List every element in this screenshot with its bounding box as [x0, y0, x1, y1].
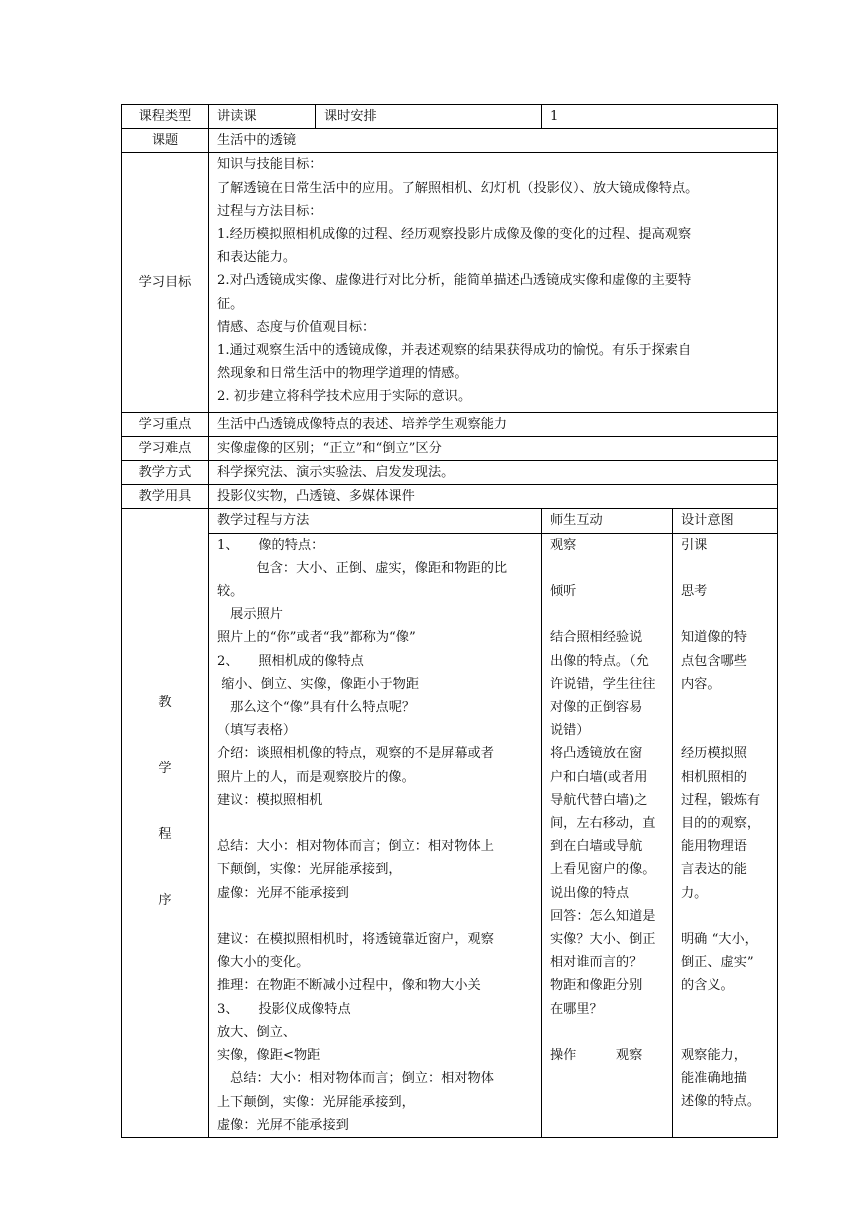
side-char: 程 [158, 827, 172, 843]
method-line: 1、 像的特点： [217, 537, 325, 553]
objectives-line: 和表达能力。 [217, 250, 297, 266]
intent-line [681, 603, 771, 626]
interaction-line: 倾听 [550, 584, 577, 600]
objectives-line: 1.通过观察生活中的透镜成像，并表述观察的结果获得成功的愉悦。有乐于探索自 [217, 343, 692, 359]
method-line: 虚像：光屏不能承接到 [217, 885, 349, 901]
objectives-line: 然现象和日常生活中的物理学道理的情感。 [217, 366, 468, 382]
objectives-line: 征。 [217, 296, 244, 312]
interaction-line: 回答：怎么知道是 [550, 908, 656, 924]
objectives-line: 2.对凸透镜成实像、虚像进行对比分析，能简单描述凸透镜成实像和虚像的主要特 [217, 273, 692, 289]
tools-row [122, 485, 778, 509]
intent-line: 点包含哪些 [681, 653, 747, 669]
lesson-plan-table [121, 104, 778, 1138]
method-line: （填写表格） [217, 723, 297, 739]
method-line: 包含：大小、正倒、虚实，像距和物距的比 [217, 560, 508, 576]
interaction-line: 相对谁而言的？ [550, 955, 643, 971]
objectives-line: 1.经历模拟照相机成像的过程、经历观察投影片成像及像的变化的过程、提高观察 [217, 227, 692, 243]
intent-line: 过程，锻炼有 [681, 792, 761, 808]
method-line: 介绍：谈照相机像的特点，观察的不是屏幕或者 [217, 746, 494, 762]
intent-line: 倒正、虚实” [681, 955, 754, 971]
objectives-line: 2. 初步建立将科学技术应用于实际的意识。 [217, 389, 472, 405]
method-line: 较。 [217, 584, 244, 600]
method-line: 上下颠倒，实像：光屏能承接到， [217, 1094, 415, 1110]
intent-line: 经历模拟照 [681, 746, 747, 762]
method-line: 展示照片 [217, 607, 283, 623]
intent-line: 力。 [681, 885, 708, 901]
key-points-value: 生活中凸透镜成像特点的表述、培养学生观察能力 [209, 412, 778, 436]
objectives-line: 情感、态度与价值观目标： [217, 319, 376, 335]
intent-line: 的含义。 [681, 978, 734, 994]
intent-line [681, 998, 771, 1021]
intent-line: 知道像的特 [681, 630, 747, 646]
interaction-line: 说出像的特点 [550, 885, 630, 901]
interaction-content [542, 533, 673, 1137]
topic-row [122, 129, 778, 153]
intent-line: 述像的特点。 [681, 1094, 761, 1110]
method-line [217, 812, 535, 835]
method-line: 像大小的变化。 [217, 955, 310, 971]
interaction-line: 操作 观察 [550, 1048, 643, 1064]
interaction-line: 在哪里？ [550, 1001, 603, 1017]
method-line: 照片上的人，而是观察胶片的像。 [217, 769, 415, 785]
method-header: 教学过程与方法 [209, 509, 542, 533]
side-char: 教 [158, 695, 172, 711]
process-side-label [122, 509, 209, 1137]
method-line: 建议：模拟照相机 [217, 792, 323, 808]
intent-line: 引课 [681, 537, 708, 553]
key-points-label: 学习重点 [122, 412, 209, 436]
method-line: 放大、倒立、 [217, 1024, 297, 1040]
intent-line [681, 719, 771, 742]
interaction-line [550, 603, 666, 626]
course-type-value: 讲读课 [209, 105, 316, 129]
intent-line [681, 696, 771, 719]
lesson-plan-document [121, 104, 777, 1138]
method-line: 2、 照相机成的像特点 [217, 653, 364, 669]
difficulties-value: 实像虚像的区别；“正立”和“倒立”区分 [209, 436, 778, 460]
schedule-value: 1 [542, 105, 778, 129]
interaction-line: 结合照相经验说 [550, 630, 643, 646]
intent-line: 能用物理语 [681, 839, 747, 855]
intent-line: 相机照相的 [681, 769, 747, 785]
side-char: 学 [158, 761, 172, 777]
difficulties-label: 学习难点 [122, 436, 209, 460]
method-line: 总结：大小：相对物体而言；倒立：相对物体 [217, 1071, 494, 1087]
side-char: 序 [158, 893, 172, 909]
objectives-row [122, 153, 778, 412]
interaction-line: 许说错，学生往往 [550, 676, 656, 692]
method-line: 照片上的“你”或者“我”都称为“像” [217, 630, 416, 646]
interaction-line: 说错） [550, 723, 590, 739]
intent-line: 观察能力， [681, 1048, 747, 1064]
course-type-label: 课程类型 [122, 105, 209, 129]
method-line: 总结：大小：相对物体而言；倒立：相对物体上 [217, 839, 494, 855]
intent-line [681, 557, 771, 580]
tools-label: 教学用具 [122, 485, 209, 509]
objectives-line: 知识与技能目标： [217, 157, 323, 173]
intent-line [681, 1021, 771, 1044]
difficulties-row [122, 436, 778, 460]
methods-value: 科学探究法、演示实验法、启发发现法。 [209, 461, 778, 485]
interaction-line: 导航代替白墙)之 [550, 792, 648, 808]
interaction-line: 观察 [550, 537, 577, 553]
method-line: 虚像：光屏不能承接到 [217, 1117, 349, 1133]
method-line: 那么这个“像”具有什么特点呢？ [217, 700, 416, 716]
intent-line [681, 905, 771, 928]
intent-line: 言表达的能 [681, 862, 747, 878]
method-line: 下颠倒，实像：光屏能承接到， [217, 862, 402, 878]
interaction-line: 对像的正倒容易 [550, 700, 643, 716]
method-line: 3、 投影仪成像特点 [217, 1001, 351, 1017]
course-type-row [122, 105, 778, 129]
intent-header: 设计意图 [673, 509, 778, 533]
method-line: 实像，像距<物距 [217, 1048, 321, 1064]
interaction-line: 将凸透镜放在窗 [550, 746, 643, 762]
intent-content [673, 533, 778, 1137]
interaction-line: 到在白墙或导航 [550, 839, 643, 855]
interaction-line: 实像？大小、倒正 [550, 932, 656, 948]
intent-line: 内容。 [681, 676, 721, 692]
interaction-line: 上看见窗户的像。 [550, 862, 656, 878]
methods-row [122, 461, 778, 485]
interaction-header: 师生互动 [542, 509, 673, 533]
objectives-line: 了解透镜在日常生活中的应用。了解照相机、幻灯机（投影仪）、放大镜成像特点。 [217, 180, 699, 196]
topic-label: 课题 [122, 129, 209, 153]
objectives-line: 过程与方法目标： [217, 203, 323, 219]
method-line: 推理：在物距不断减小过程中，像和物大小关 [217, 978, 481, 994]
method-line: 缩小、倒立、实像，像距小于物距 [217, 676, 420, 692]
topic-value: 生活中的透镜 [209, 129, 778, 153]
key-points-row [122, 412, 778, 436]
interaction-line: 间，左右移动，直 [550, 816, 656, 832]
method-content [209, 533, 542, 1137]
interaction-line: 出像的特点。（允 [550, 653, 649, 669]
interaction-line: 户和白墙(或者用 [550, 769, 648, 785]
tools-value: 投影仪实物，凸透镜、多媒体课件 [209, 485, 778, 509]
interaction-line [550, 1021, 666, 1044]
method-line: 建议：在模拟照相机时，将透镜靠近窗户，观察 [217, 932, 494, 948]
intent-line: 思考 [681, 584, 708, 600]
intent-line: 明确 “大小， [681, 932, 758, 948]
process-body-row [122, 533, 778, 1137]
interaction-line: 物距和像距分别 [550, 978, 643, 994]
method-line [217, 905, 535, 928]
objectives-content [209, 153, 778, 412]
objectives-label: 学习目标 [122, 153, 209, 412]
schedule-label: 课时安排 [316, 105, 542, 129]
interaction-line [550, 557, 666, 580]
intent-line: 目的的观察， [681, 816, 761, 832]
intent-line: 能准确地描 [681, 1071, 747, 1087]
methods-label: 教学方式 [122, 461, 209, 485]
process-header-row [122, 509, 778, 533]
